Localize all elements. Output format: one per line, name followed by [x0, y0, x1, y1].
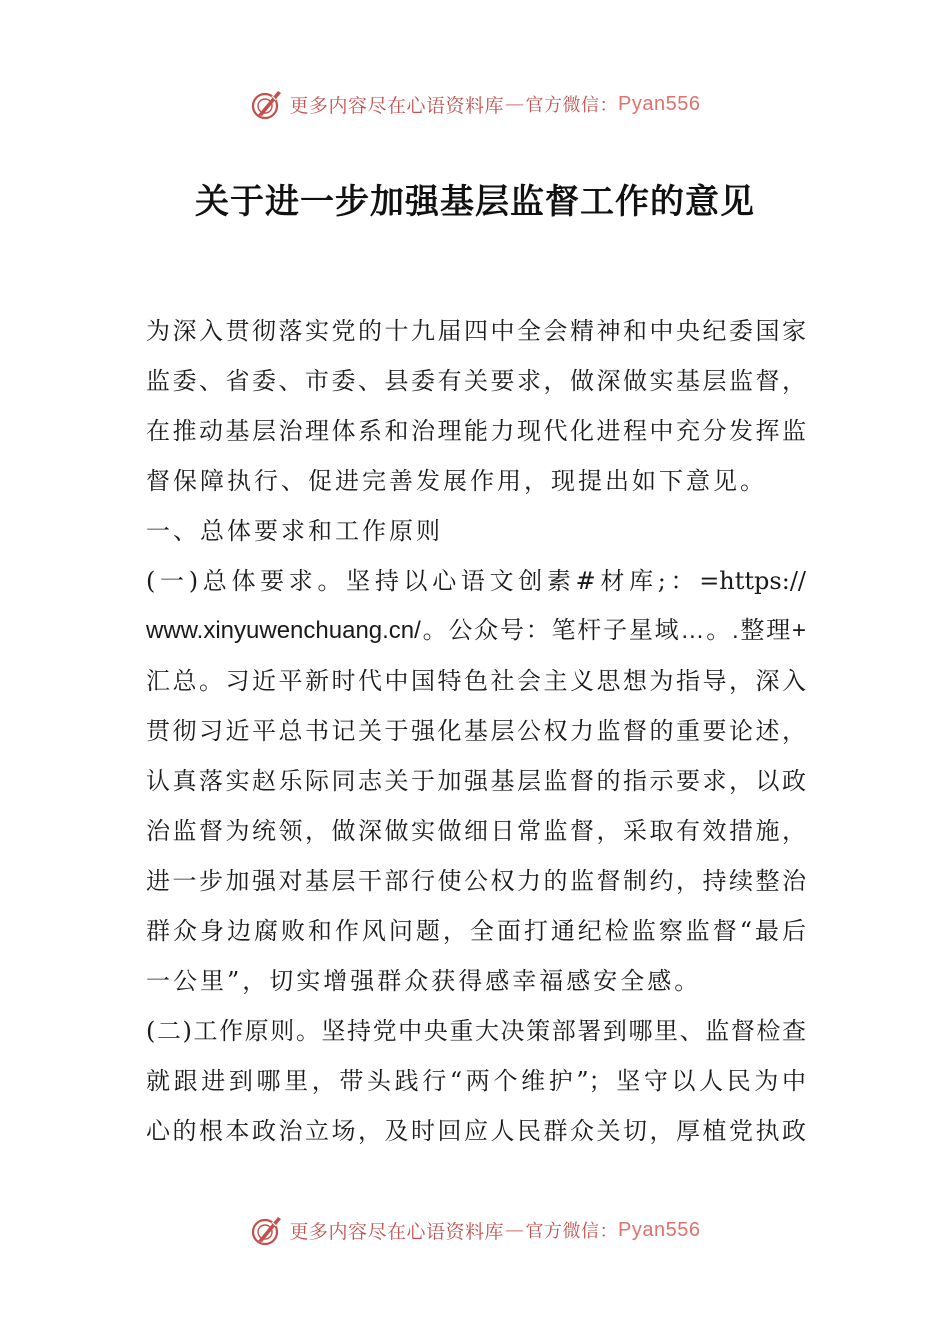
watermark-wechat-label: 官方微信： — [525, 95, 619, 116]
document-body — [146, 306, 806, 1156]
watermark-main-text: 更多内容尽在心语资料库 — [289, 1220, 505, 1243]
quill-logo-icon — [250, 1213, 284, 1247]
watermark-wechat-id: Pyan556 — [618, 92, 701, 115]
body-line: 督保障执行、促进完善发展作用，现提出如下意见。 — [146, 467, 767, 495]
section-heading: 一、总体要求和工作原则 — [146, 517, 443, 545]
body-line: 治监督为统领，做深做实做细日常监督，采取有效措施， — [146, 817, 806, 845]
body-line: 贯彻习近平总书记关于强化基层公权力监督的重要论述， — [146, 717, 806, 745]
watermark-footer — [0, 1210, 950, 1250]
body-line: 监委、省委、市委、县委有关要求，做深做实基层监督， — [146, 367, 806, 395]
watermark-main-text: 更多内容尽在心语资料库 — [289, 94, 505, 117]
body-line: 群众身边腐败和作风问题，全面打通纪检监察监督“最后 — [146, 917, 806, 945]
watermark-separator: — — [505, 93, 525, 115]
body-line: 心的根本政治立场，及时回应人民群众关切，厚植党执政 — [146, 1117, 806, 1145]
body-line: 就跟进到哪里，带头践行“两个维护”；坚守以人民为中 — [146, 1067, 806, 1095]
body-line: 认真落实赵乐际同志关于加强基层监督的指示要求，以政 — [146, 767, 806, 795]
document-title: 关于进一步加强基层监督工作的意见 — [195, 182, 755, 222]
body-line-url: www.xinyuwenchuang.cn/。公众号：笔杆子星域…。.整理+ — [146, 617, 806, 644]
body-line: (二)工作原则。坚持党中央重大决策部署到哪里、监督检查 — [146, 1017, 806, 1045]
watermark-separator: — — [505, 1219, 525, 1241]
watermark-header — [0, 84, 950, 124]
watermark-wechat-id: Pyan556 — [618, 1218, 701, 1241]
quill-logo-icon — [250, 87, 284, 121]
body-line: 进一步加强对基层干部行使公权力的监督制约，持续整治 — [146, 867, 806, 895]
body-line: 一公里”，切实增强群众获得感幸福感安全感。 — [146, 967, 702, 995]
body-line: 汇总。习近平新时代中国特色社会主义思想为指导，深入 — [146, 667, 806, 695]
body-line: (一)总体要求。坚持以心语文创素#材库;：=https:// — [146, 567, 806, 595]
body-line: 在推动基层治理体系和治理能力现代化进程中充分发挥监 — [146, 417, 806, 445]
body-line: 为深入贯彻落实党的十九届四中全会精神和中央纪委国家 — [146, 317, 806, 345]
watermark-wechat-label: 官方微信： — [525, 1221, 619, 1242]
